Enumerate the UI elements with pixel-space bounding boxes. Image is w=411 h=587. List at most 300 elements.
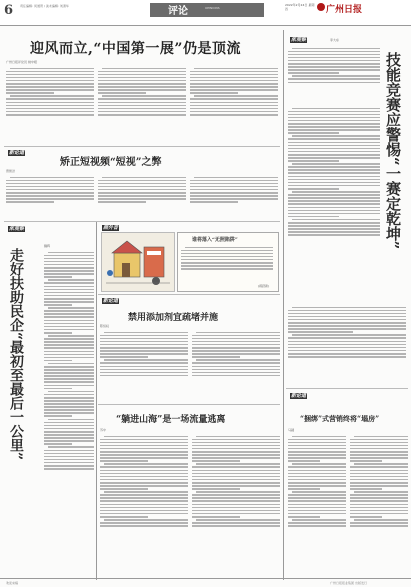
text-line (44, 313, 94, 315)
text-line (48, 446, 94, 448)
text-line (6, 186, 94, 188)
right-article-1-byline: 李大东 (330, 38, 340, 42)
main-body-col-3 (190, 66, 278, 144)
column-divider (283, 30, 284, 580)
text-line (44, 323, 94, 325)
text-line (192, 341, 280, 343)
text-line (44, 375, 94, 377)
text-line (192, 448, 280, 450)
text-line (100, 507, 188, 509)
text-line (98, 102, 186, 104)
section-rule (98, 294, 280, 295)
text-line (44, 428, 94, 430)
paper-name: 广州日报 (326, 5, 363, 15)
column-label-text: 新论道 (103, 298, 119, 304)
text-line (98, 98, 186, 100)
text-line (288, 497, 346, 499)
text-line (6, 71, 94, 73)
text-line (288, 123, 380, 125)
section-rule (4, 146, 280, 147)
text-line (44, 344, 94, 346)
text-line (288, 185, 380, 187)
text-line (288, 470, 346, 472)
main-byline: 广州日报评论员 姚中昭 (6, 60, 37, 64)
text-line (196, 463, 280, 465)
text-line (192, 470, 280, 472)
text-line (292, 463, 346, 465)
text-line (6, 86, 94, 88)
text-line (44, 468, 94, 470)
text-line (288, 319, 406, 321)
text-line (98, 108, 186, 110)
text-line (44, 385, 94, 387)
text-line (288, 160, 339, 162)
right-article-2-body-col-1 (288, 434, 346, 574)
text-line (192, 516, 240, 518)
text-line (190, 189, 278, 191)
text-line (6, 77, 94, 79)
text-line (44, 338, 94, 340)
text-line (350, 476, 408, 478)
text-line (44, 347, 94, 349)
text-line (100, 479, 188, 481)
text-line (98, 183, 186, 185)
text-line (288, 188, 339, 190)
text-line (288, 129, 380, 131)
text-line (190, 114, 278, 116)
column-label-new-view-right (290, 392, 307, 399)
text-line (98, 198, 186, 200)
text-line (350, 513, 408, 515)
text-line (288, 504, 346, 506)
text-line (288, 57, 380, 59)
text-line (181, 268, 273, 270)
text-line (98, 80, 186, 82)
text-line (292, 48, 380, 50)
text-line (100, 482, 188, 484)
text-line (181, 259, 273, 261)
text-line (288, 494, 346, 496)
text-line (190, 71, 278, 73)
text-line (44, 381, 94, 383)
text-line (44, 357, 94, 359)
text-line (288, 445, 346, 447)
page-number: 6 (4, 3, 14, 18)
right-article-2-headline: “捆绑”式营销终将“塌房” (300, 414, 380, 423)
text-line (196, 359, 280, 361)
paper-logo-icon (317, 3, 325, 11)
text-line (288, 117, 380, 119)
text-line (292, 108, 380, 110)
text-line (98, 201, 146, 203)
text-line (288, 60, 380, 62)
text-line (190, 108, 278, 110)
text-line (288, 442, 346, 444)
text-line (192, 366, 280, 368)
text-line (192, 335, 280, 337)
text-line (100, 338, 188, 340)
masthead-rule (0, 25, 411, 26)
right-article-1-body-b (288, 106, 380, 302)
text-line (288, 166, 380, 168)
text-line (288, 216, 339, 218)
text-line (104, 491, 188, 493)
article-5-byline: 苏中 (100, 428, 107, 432)
text-line (100, 350, 188, 352)
text-line (196, 491, 280, 493)
text-line (192, 466, 280, 468)
text-line (288, 507, 346, 509)
text-line (288, 231, 380, 233)
text-line (194, 68, 278, 70)
text-line (192, 510, 280, 512)
text-line (100, 442, 188, 444)
column-label-text: 浓观察 (291, 37, 307, 43)
text-line (98, 86, 186, 88)
text-line (44, 298, 94, 300)
article-5-body-col-2 (192, 434, 280, 574)
text-line (350, 516, 382, 518)
text-line (44, 310, 94, 312)
article-4-body-col-1 (100, 330, 188, 402)
text-line (102, 68, 186, 70)
text-line (350, 442, 408, 444)
text-line (350, 457, 408, 459)
cartoon-illustration (101, 232, 175, 292)
section-rule (98, 404, 280, 405)
text-line (44, 286, 94, 288)
text-line (288, 344, 406, 346)
cartoon-caption-text (181, 245, 273, 282)
text-line (104, 519, 188, 521)
text-line (100, 457, 188, 459)
column-label-text: 浓观察 (9, 226, 25, 232)
text-line (350, 525, 408, 527)
text-line (10, 95, 94, 97)
text-line (292, 519, 346, 521)
text-line (100, 470, 188, 472)
text-line (44, 462, 94, 464)
text-line (288, 154, 380, 156)
text-line (48, 279, 94, 281)
text-line (44, 276, 72, 278)
main-headline: 迎风而立,“中国第一展”仍是顶流 (30, 41, 241, 57)
text-line (192, 375, 280, 377)
text-line (192, 500, 280, 502)
text-line (288, 513, 346, 515)
text-line (288, 78, 380, 80)
text-line (292, 307, 406, 309)
text-line (185, 247, 273, 249)
masthead-editor-meta: 责任编辑: 何道贤 / 美术编辑: 刘清华 (20, 4, 69, 8)
text-line (292, 75, 380, 77)
text-line (98, 105, 186, 107)
text-line (98, 114, 186, 116)
text-line (44, 378, 94, 380)
right-article-2-byline: 马越 (288, 428, 295, 432)
text-line (288, 114, 380, 116)
text-line (192, 494, 280, 496)
text-line (44, 351, 94, 353)
text-line (350, 448, 408, 450)
right-article-1-headline: 技能竞赛应警惕“一赛定乾坤” (384, 52, 402, 250)
text-line (100, 372, 188, 374)
text-line (98, 186, 186, 188)
text-line (98, 189, 186, 191)
text-line (288, 482, 346, 484)
text-line (288, 341, 406, 343)
text-line (192, 485, 280, 487)
article-2-byline: 曾智洪 (6, 169, 16, 173)
text-line (190, 195, 278, 197)
text-line (44, 440, 94, 442)
text-line (44, 459, 94, 461)
footer-right: 广州日报报业集团 出版发行 (330, 581, 367, 585)
text-line (288, 516, 320, 518)
article-5-body-col-1 (100, 434, 188, 574)
text-line (44, 261, 94, 263)
text-line (100, 366, 188, 368)
text-line (6, 195, 94, 197)
text-line (288, 203, 380, 205)
text-line (288, 454, 346, 456)
cartoon-author: (蒋跃新) (258, 284, 270, 288)
text-line (192, 344, 280, 346)
text-line (288, 66, 380, 68)
text-line (44, 369, 94, 371)
text-line (100, 375, 188, 377)
text-line (288, 313, 406, 315)
text-line (100, 466, 188, 468)
text-line (6, 111, 94, 113)
cartoon-label-text: 画外音 (103, 225, 119, 231)
text-line (350, 510, 408, 512)
text-line (44, 394, 94, 396)
text-line (100, 516, 148, 518)
cartoon-caption-title: 谁将落入“无照陷阱” (192, 237, 238, 243)
text-line (100, 369, 188, 371)
text-line (354, 463, 408, 465)
text-line (192, 482, 280, 484)
text-line (350, 497, 408, 499)
text-line (44, 443, 72, 445)
article-4-byline: 陈恒权 (100, 324, 110, 328)
text-line (192, 362, 280, 364)
column-label-new-view (8, 149, 25, 156)
text-line (288, 200, 380, 202)
text-line (44, 282, 94, 284)
text-line (192, 525, 280, 527)
text-line (194, 177, 278, 179)
text-line (98, 180, 186, 182)
text-line (192, 442, 280, 444)
text-line (192, 479, 280, 481)
text-line (6, 80, 94, 82)
text-line (350, 454, 408, 456)
text-line (288, 172, 380, 174)
text-line (100, 448, 188, 450)
article-3-byline: 魏辉 (44, 244, 51, 248)
text-line (192, 473, 280, 475)
text-line (192, 338, 280, 340)
text-line (6, 74, 94, 76)
text-line (292, 436, 346, 438)
text-line (288, 194, 380, 196)
text-line (100, 353, 188, 355)
text-line (288, 439, 346, 441)
text-line (44, 388, 72, 390)
text-line (100, 445, 188, 447)
text-line (190, 80, 278, 82)
text-line (44, 425, 94, 427)
text-line (288, 82, 380, 84)
text-line (350, 460, 382, 462)
text-line (288, 457, 346, 459)
text-line (44, 360, 72, 362)
text-line (192, 460, 240, 462)
text-line (192, 507, 280, 509)
text-line (350, 466, 408, 468)
text-line (192, 476, 280, 478)
text-line (192, 457, 280, 459)
text-line (6, 114, 94, 116)
text-line (288, 451, 346, 453)
footer-rule (0, 578, 411, 579)
main-body-col-1 (6, 66, 94, 144)
text-line (190, 77, 278, 79)
text-line (44, 301, 94, 303)
text-line (98, 111, 186, 113)
text-line (6, 198, 94, 200)
text-line (44, 366, 94, 368)
text-line (192, 522, 280, 524)
text-line (288, 225, 380, 227)
text-line (288, 176, 380, 178)
text-line (104, 332, 188, 334)
text-line (6, 201, 54, 203)
text-line (288, 157, 380, 159)
text-line (288, 488, 320, 490)
text-line (44, 270, 94, 272)
text-line (192, 445, 280, 447)
article-3-body (44, 250, 94, 580)
text-line (288, 69, 380, 71)
text-line (10, 68, 94, 70)
text-line (288, 476, 346, 478)
text-line (196, 519, 280, 521)
text-line (44, 415, 72, 417)
text-line (288, 500, 346, 502)
text-line (288, 120, 380, 122)
text-line (44, 354, 94, 356)
footer-left: 欢迎来稿 (6, 581, 19, 585)
text-line (350, 522, 408, 524)
text-line (288, 132, 339, 134)
text-line (354, 436, 408, 438)
text-line (44, 295, 94, 297)
masthead-date: 2022年2月24日 星期四 (285, 3, 315, 11)
text-line (100, 356, 148, 358)
text-line (48, 335, 94, 337)
article-2-body-col-3 (190, 175, 278, 218)
text-line (44, 397, 94, 399)
text-line (100, 473, 188, 475)
text-line (104, 436, 188, 438)
column-label-text: 新论道 (9, 150, 25, 156)
text-line (100, 439, 188, 441)
text-line (100, 494, 188, 496)
text-line (190, 186, 278, 188)
text-line (196, 436, 280, 438)
text-line (44, 341, 94, 343)
text-line (6, 189, 94, 191)
text-line (98, 83, 186, 85)
text-line (10, 177, 94, 179)
text-line (288, 310, 406, 312)
article-3-headline: 走好扶助民企“最初至最后一公里” (8, 248, 24, 461)
text-line (288, 448, 346, 450)
text-line (98, 92, 146, 94)
text-line (181, 256, 273, 258)
text-line (288, 325, 406, 327)
text-line (350, 504, 408, 506)
text-line (6, 183, 94, 185)
text-line (292, 163, 380, 165)
text-line (44, 400, 94, 402)
text-line (288, 197, 380, 199)
text-line (354, 491, 408, 493)
text-line (100, 497, 188, 499)
text-line (190, 102, 278, 104)
text-line (288, 142, 380, 144)
text-line (288, 228, 380, 230)
text-line (6, 180, 94, 182)
text-line (104, 463, 188, 465)
text-line (288, 316, 406, 318)
text-line (44, 264, 94, 266)
text-line (44, 412, 94, 414)
column-label-focus-right (290, 36, 307, 43)
text-line (100, 504, 188, 506)
text-line (350, 439, 408, 441)
text-line (44, 450, 94, 452)
text-line (192, 513, 280, 515)
text-line (100, 454, 188, 456)
text-line (350, 482, 408, 484)
text-line (192, 504, 280, 506)
text-line (190, 98, 278, 100)
text-line (44, 258, 94, 260)
text-line (44, 434, 94, 436)
text-line (292, 491, 346, 493)
section-title: 评论 (168, 6, 188, 17)
text-line (190, 111, 278, 113)
text-line (288, 111, 380, 113)
text-line (292, 334, 406, 336)
text-line (48, 307, 94, 309)
text-line (350, 473, 408, 475)
text-line (6, 83, 94, 85)
text-line (190, 105, 278, 107)
text-line (6, 192, 94, 194)
text-line (181, 250, 273, 252)
text-line (350, 479, 408, 481)
text-line (6, 108, 94, 110)
text-line (288, 479, 346, 481)
text-line (288, 525, 346, 527)
text-line (288, 234, 380, 236)
text-line (44, 437, 94, 439)
